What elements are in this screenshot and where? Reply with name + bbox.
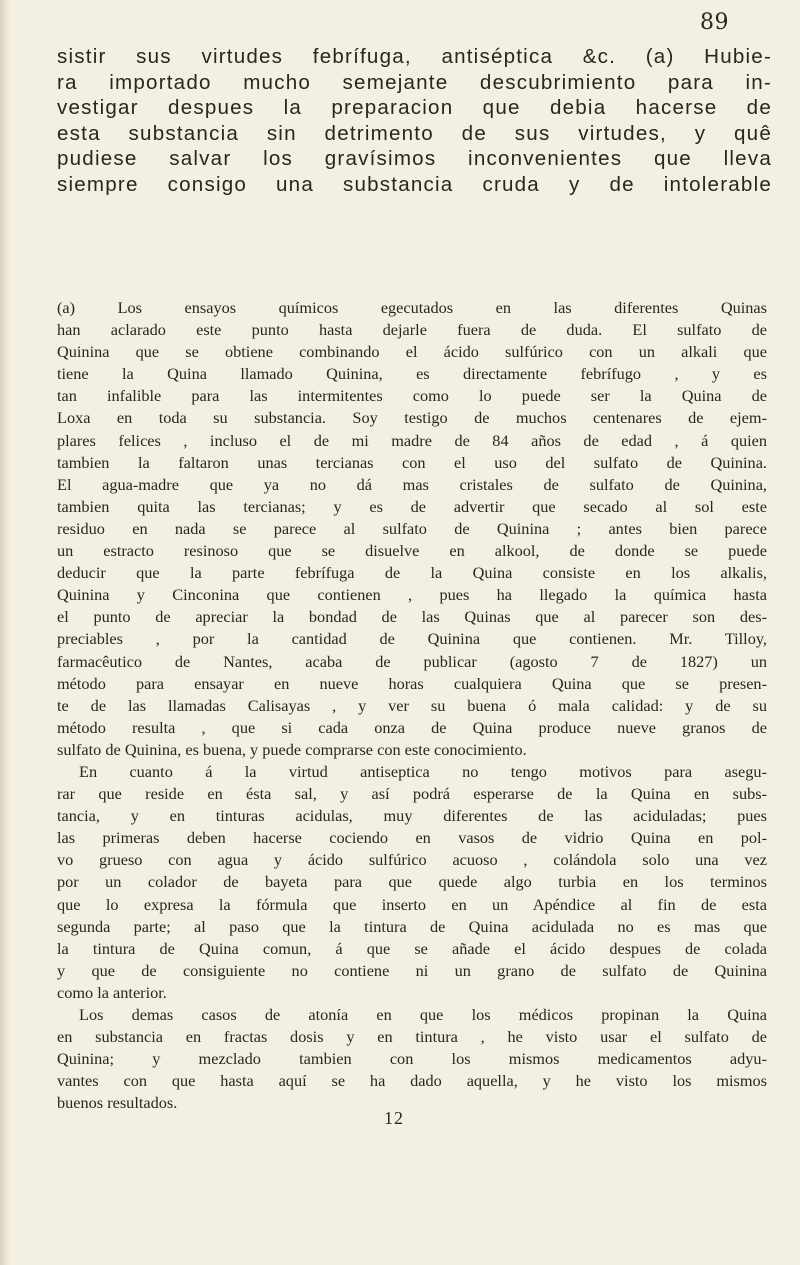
footnote-line: tan infalible para las intermitentes como lo puede ser la Quina de [57,386,767,406]
footnote-line: preciables , por la cantidad de Quinina que contienen. Mr. Tilloy, [57,629,767,649]
footnote-line: el punto de apreciar la bondad de las Quinas que al parecer son des- [57,607,767,627]
footnote-line: tambien quita las tercianas; y es de advertir que secado al sol este [57,496,767,516]
footnote-line: que lo expresa la fórmula que inserto en un Apéndice al fin de esta [57,894,767,914]
footnote [57,297,767,1114]
footnote-line: método para ensayar en nueve horas cualquiera Quina que se presen- [57,673,767,693]
main-body-text [57,44,772,198]
footnote-line: la tintura de Quina comun, á que se añade el ácido despues de colada [57,938,767,958]
body-line: pudiese salvar los gravísimos inconvenientes que lleva [57,147,772,171]
footnote-line: deducir que la parte febrífuga de la Quina consiste en los alkalis, [57,563,767,583]
footnote-line: En cuanto á la virtud antiseptica no tengo motivos para asegu- [79,761,767,781]
body-line: vestigar despues la preparacion que debia hacerse de [57,96,772,120]
body-line: siempre consigo una substancia cruda y de intolerable [57,172,772,196]
page-edge-shadow [0,0,10,1265]
footnote-line: Quinina que se obtiene combinando el ácido sulfúrico con un alkali que [57,342,767,362]
footnote-line: Quinina; y mezclado tambien con los mismos medicamentos adyu- [57,1049,767,1069]
footnote-line: sulfato de Quinina, es buena, y puede comprarse con este conocimiento. [57,739,527,759]
footnote-line: buenos resultados. [57,1093,178,1113]
signature-mark: 12 [384,1108,404,1128]
footnote-line: vantes con que hasta aquí se ha dado aquella, y he visto los mismos [57,1071,767,1091]
footnote-line: farmacêutico de Nantes, acaba de publicar (agosto 7 de 1827) un [57,651,767,671]
footnote-line: El agua-madre que ya no dá mas cristales de sulfato de Quinina, [57,474,767,494]
footnote-line: por un colador de bayeta para que quede algo turbia en los terminos [57,872,767,892]
footnote-line: como la anterior. [57,982,167,1002]
footnote-line: segunda parte; al paso que la tintura de Quina acidulada no es mas que [57,916,767,936]
body-line: esta substancia sin detrimento de sus virtudes, y quê [57,121,772,145]
footnote-line: residuo en nada se parece al sulfato de Quinina ; antes bien parece [57,518,767,538]
page-number: 89 [700,10,729,35]
footnote-line: en substancia en fractas dosis y en tintura , he visto usar el sulfato de [57,1027,767,1047]
footnote-line: rar que reside en ésta sal, y así podrá esperarse de la Quina en subs- [57,784,767,804]
footnote-line: método resulta , que si cada onza de Quina produce nueve granos de [57,717,767,737]
body-line: sistir sus virtudes febrífuga, antiséptica &c. (a) Hubie- [57,45,772,68]
footnote-line: tancia, y en tinturas acidulas, muy diferentes de las aciduladas; pues [57,806,767,826]
footnote-line: vo grueso con agua y ácido sulfúrico acuoso , colándola solo una vez [57,850,767,870]
footnote-line: y que de consiguiente no contiene ni un grano de sulfato de Quinina [57,960,767,980]
footnote-line: plares felices , incluso el de mi madre de 84 años de edad , á quien [57,430,767,450]
footnote-line: las primeras deben hacerse cociendo en vasos de vidrio Quina en pol- [57,828,767,848]
footnote-line: (a) Los ensayos químicos egecutados en las diferentes Quinas [57,298,767,317]
body-line: ra importado mucho semejante descubrimiento para in- [57,70,772,94]
footnote-line: un estracto resinoso que se disuelve en alkool, de donde se puede [57,541,767,561]
footnote-line: han aclarado este punto hasta dejarle fuera de duda. El sulfato de [57,320,767,340]
footnote-line: Loxa en toda su substancia. Soy testigo de muchos centenares de ejem- [57,408,767,428]
footnote-line: te de las llamadas Calisayas , y ver su buena ó mala calidad: y de su [57,695,767,715]
footnote-line: tiene la Quina llamado Quinina, es directamente febrífugo , y es [57,364,767,384]
footnote-line: Los demas casos de atonía en que los médicos propinan la Quina [79,1005,767,1024]
footnote-line: Quinina y Cinconina que contienen , pues ha llegado la química hasta [57,585,767,605]
footnote-line: tambien la faltaron unas tercianas con el uso del sulfato de Quinina. [57,452,767,472]
